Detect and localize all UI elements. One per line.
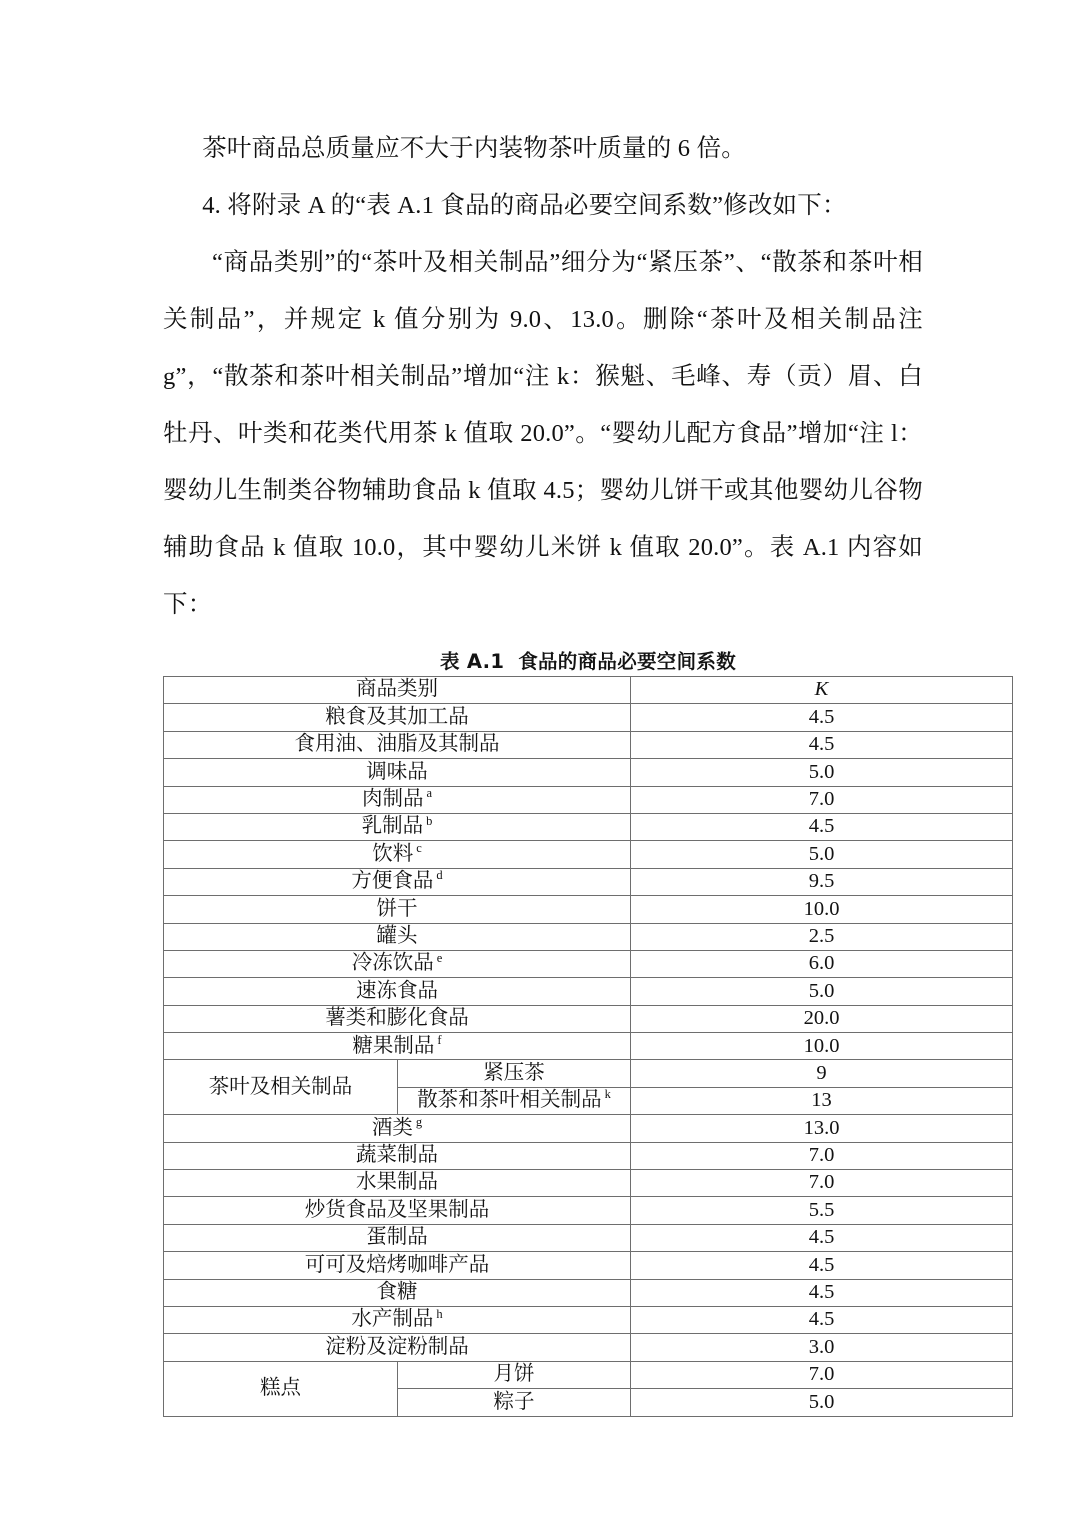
row-k-value-text: 7.0 [808, 788, 835, 810]
body-text-block [163, 120, 923, 633]
row-category [164, 1005, 631, 1032]
row-category-text: 速冻食品 [356, 979, 438, 1002]
row-k-value-text: 7.0 [808, 1171, 835, 1194]
row-category-text: 粮食及其加工品 [325, 705, 469, 728]
row-k-value-text: 10.0 [803, 1034, 840, 1057]
row-k-value [631, 1389, 1013, 1416]
row-k-value [631, 1060, 1013, 1087]
row-k-value [631, 1306, 1013, 1333]
row-k-value [631, 841, 1013, 868]
row-group-label [164, 1060, 398, 1115]
row-category [164, 1142, 631, 1169]
row-category [164, 896, 631, 923]
table-row [164, 950, 1013, 977]
row-subcategory-text: 紧压茶 [483, 1061, 545, 1084]
row-k-value [631, 1279, 1013, 1306]
row-k-value-text: 5.0 [808, 842, 835, 865]
table-row [164, 759, 1013, 786]
row-category [164, 1170, 631, 1197]
row-category-text: 冷冻饮品 [351, 952, 434, 975]
row-category [164, 841, 631, 868]
row-category-text: 罐头 [376, 924, 418, 947]
row-k-value-text: 7.0 [808, 1363, 835, 1386]
row-category-text: 方便食品 [351, 870, 434, 893]
row-group-label-text: 糕点 [260, 1376, 301, 1399]
row-subcategory-text: 粽子 [493, 1390, 535, 1413]
row-k-value [631, 1170, 1013, 1197]
row-k-value [631, 950, 1013, 977]
header-cell-category [164, 677, 631, 704]
footnote-marker: d [436, 868, 443, 883]
table-row [164, 1115, 1013, 1142]
row-k-value [631, 1115, 1013, 1142]
table-row [164, 1224, 1013, 1251]
row-category [164, 868, 631, 895]
row-k-value-text: 5.5 [808, 1198, 835, 1221]
table-body [164, 677, 1013, 1417]
table-row [164, 1060, 1013, 1087]
row-category [164, 759, 631, 786]
row-subcategory [398, 1389, 631, 1416]
row-k-value [631, 1005, 1013, 1032]
row-category-text: 水产制品 [351, 1308, 434, 1331]
table-row [164, 1033, 1013, 1060]
row-category-text: 乳制品 [361, 815, 424, 838]
row-k-value-text: 4.5 [808, 1308, 835, 1331]
row-category [164, 978, 631, 1005]
row-category [164, 1252, 631, 1279]
row-k-value-text: 4.5 [808, 733, 835, 756]
footnote-marker: b [426, 813, 433, 828]
space-coefficient-table [163, 676, 1013, 1417]
row-k-value [631, 731, 1013, 758]
table-header-row [164, 677, 1013, 704]
header-cell-k-text: K [814, 678, 829, 701]
row-category-text: 食糖 [376, 1281, 418, 1304]
row-k-value [631, 1197, 1013, 1224]
row-k-value-text: 9 [816, 1061, 827, 1084]
table-row [164, 1334, 1013, 1361]
table-row [164, 1361, 1013, 1388]
row-group-label [164, 1361, 398, 1416]
row-k-value-text: 5.0 [808, 979, 835, 1002]
row-category-text: 薯类和膨化食品 [325, 1007, 469, 1030]
header-cell-k [631, 677, 1013, 704]
row-category [164, 1306, 631, 1333]
row-k-value-text: 5.0 [808, 760, 835, 783]
row-subcategory [398, 1361, 631, 1388]
paragraph-2: 4. 将附录 A 的“表 A.1 食品的商品必要空间系数”修改如下： [202, 192, 847, 219]
row-category-text: 饮料 [372, 842, 414, 865]
row-k-value [631, 704, 1013, 731]
table-container [163, 676, 1012, 1417]
row-category-text: 糖果制品 [352, 1034, 435, 1057]
row-k-value-text: 4.5 [808, 1226, 835, 1249]
row-k-value [631, 1361, 1013, 1388]
footnote-marker: a [426, 786, 433, 801]
row-category [164, 786, 631, 813]
row-subcategory-text: 散茶和茶叶相关制品 [417, 1089, 602, 1112]
row-category [164, 1197, 631, 1224]
row-category [164, 950, 631, 977]
row-category-text: 调味品 [366, 760, 428, 783]
row-k-value-text: 13 [811, 1089, 832, 1112]
table-caption [163, 646, 1013, 674]
row-k-value [631, 1087, 1013, 1114]
table-row [164, 1005, 1013, 1032]
row-category-text: 食用油、油脂及其制品 [294, 733, 500, 756]
table-row [164, 731, 1013, 758]
paragraph-3: “商品类别”的“茶叶及相关制品”细分为“紧压茶”、“散茶和茶叶相关制品”，并规定 k 值分别为 9.0、13.0。删除“茶叶及相关制品注 g”，“散茶和茶叶相关制品”增加“注 k：猴魁、毛峰、寿（贡）眉、白牡丹、叶类和花类代用茶 k 值取 20.0”。“婴幼儿配方食品”增加“注 l：婴幼儿生制类谷物辅助食品 k 值取 4.5；婴幼儿饼干或其他婴幼儿谷物辅助食品 k 值取 10.0，其中婴幼儿米饼 k 值取 20.0”。表 A.1 内容如下： [163, 249, 923, 618]
table-row [164, 1170, 1013, 1197]
table-row [164, 1279, 1013, 1306]
row-k-value [631, 1334, 1013, 1361]
footnote-marker: c [416, 840, 422, 855]
row-k-value [631, 813, 1013, 840]
row-category-text: 蛋制品 [366, 1226, 428, 1249]
row-k-value-text: 2.5 [808, 924, 835, 947]
table-row [164, 868, 1013, 895]
row-subcategory [398, 1060, 631, 1087]
table-row [164, 841, 1013, 868]
row-category [164, 813, 631, 840]
row-k-value [631, 1033, 1013, 1060]
row-k-value [631, 978, 1013, 1005]
row-category-text: 蔬菜制品 [356, 1144, 438, 1167]
row-k-value-text: 20.0 [803, 1007, 840, 1030]
row-category-text: 肉制品 [361, 788, 424, 810]
table-row [164, 896, 1013, 923]
row-category-text: 酒类 [371, 1116, 413, 1139]
row-category [164, 923, 631, 950]
footnote-marker: g [415, 1114, 423, 1129]
row-k-value-text: 4.5 [808, 705, 835, 728]
table-row [164, 923, 1013, 950]
row-k-value-text: 4.5 [808, 1253, 835, 1276]
row-subcategory [398, 1087, 631, 1114]
row-category [164, 1115, 631, 1142]
row-k-value [631, 786, 1013, 813]
row-category [164, 1033, 631, 1060]
row-k-value-text: 3.0 [808, 1335, 835, 1358]
footnote-marker: k [604, 1087, 611, 1102]
row-k-value [631, 868, 1013, 895]
row-k-value [631, 1252, 1013, 1279]
table-caption-label: 表 A.1 [439, 650, 505, 673]
paragraph-1: 茶叶商品总质量应不大于内装物茶叶质量的 6 倍。 [202, 135, 746, 162]
row-category [164, 1334, 631, 1361]
table-row [164, 978, 1013, 1005]
row-k-value [631, 923, 1013, 950]
row-category [164, 1224, 631, 1251]
table-row [164, 1252, 1013, 1279]
footnote-marker: h [436, 1306, 443, 1321]
table-row [164, 813, 1013, 840]
row-category-text: 炒货食品及坚果制品 [304, 1198, 490, 1221]
row-category [164, 731, 631, 758]
row-k-value-text: 7.0 [808, 1144, 835, 1167]
row-k-value [631, 1224, 1013, 1251]
row-category [164, 1279, 631, 1306]
row-k-value [631, 896, 1013, 923]
row-category-text: 淀粉及淀粉制品 [325, 1335, 469, 1358]
row-k-value-text: 4.5 [808, 1281, 835, 1304]
row-k-value-text: 6.0 [808, 952, 835, 975]
row-k-value [631, 1142, 1013, 1169]
row-category [164, 704, 631, 731]
row-k-value-text: 5.0 [808, 1390, 835, 1413]
row-category-text: 饼干 [376, 897, 418, 920]
row-category-text: 可可及焙烤咖啡产品 [304, 1253, 490, 1276]
table-row [164, 704, 1013, 731]
row-subcategory-text: 月饼 [493, 1363, 535, 1386]
footnote-marker: e [436, 950, 443, 965]
row-k-value-text: 9.5 [808, 870, 835, 893]
row-category-text: 水果制品 [356, 1171, 438, 1194]
table-row [164, 786, 1013, 813]
footnote-marker: f [437, 1032, 442, 1047]
table-caption-text: 食品的商品必要空间系数 [518, 650, 737, 673]
row-k-value-text: 10.0 [803, 897, 840, 920]
table-row [164, 1306, 1013, 1333]
row-group-label-text: 茶叶及相关制品 [208, 1075, 353, 1098]
table-row [164, 1142, 1013, 1169]
header-cell-category-text: 商品类别 [356, 678, 438, 701]
row-k-value [631, 759, 1013, 786]
table-row [164, 1197, 1013, 1224]
row-k-value-text: 4.5 [808, 815, 835, 838]
row-k-value-text: 13.0 [803, 1116, 840, 1139]
